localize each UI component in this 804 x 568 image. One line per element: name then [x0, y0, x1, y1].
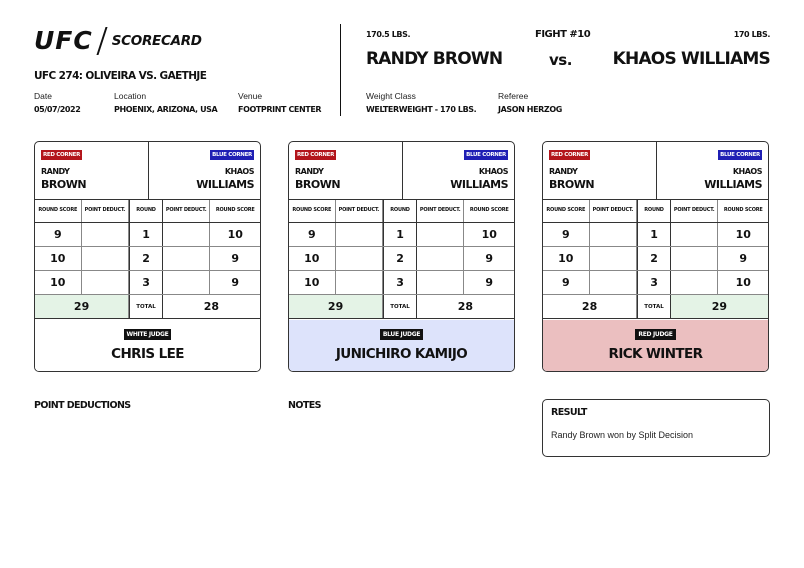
judge-name: RICK WINTER — [608, 346, 703, 362]
logo-divider — [96, 27, 107, 55]
red-round-score: 9 — [289, 223, 336, 246]
blue-corner-badge: BLUE CORNER — [720, 152, 760, 158]
red-round-score: 10 — [289, 271, 336, 294]
score-header-row — [289, 200, 514, 223]
red-point-deduction — [590, 271, 638, 294]
blue-point-deduction — [671, 271, 719, 294]
blue-point-deduction — [163, 271, 211, 294]
round-row — [289, 247, 514, 271]
red-total: 29 — [35, 295, 129, 318]
blue-point-deduction — [417, 223, 465, 246]
score-grid — [543, 200, 768, 319]
venue-block — [238, 91, 321, 114]
score-header-row — [35, 200, 260, 223]
red-total: 28 — [543, 295, 637, 318]
round-score-header: ROUND SCORE — [35, 200, 82, 222]
round-header: ROUND — [129, 200, 163, 222]
score-header-row — [543, 200, 768, 223]
blue-total: 28 — [417, 295, 514, 318]
scorecard-1 — [34, 141, 261, 372]
point-deductions-title: POINT DEDUCTIONS — [34, 400, 131, 411]
judge-name: JUNICHIRO KAMIJO — [335, 346, 468, 362]
card-header — [543, 142, 768, 200]
round-score-header: ROUND SCORE — [543, 200, 590, 222]
blue-round-score: 10 — [227, 228, 243, 241]
red-point-deduction — [590, 223, 638, 246]
versus-label: vs. — [549, 51, 572, 69]
red-point-deduction — [82, 247, 130, 270]
blue-round-score: 9 — [485, 276, 494, 289]
blue-point-deduction — [163, 223, 211, 246]
score-grid — [35, 200, 260, 319]
blue-corner-badge: BLUE CORNER — [212, 152, 252, 158]
round-header: ROUND — [637, 200, 671, 222]
judge-badge: BLUE JUDGE — [380, 329, 423, 340]
judge-badge: WHITE JUDGE — [124, 329, 172, 340]
blue-point-deduction — [417, 247, 465, 270]
venue-label: Venue — [238, 91, 263, 101]
scorecard-3 — [542, 141, 769, 372]
red-first-name: RANDY — [295, 167, 324, 176]
judge-panel — [289, 320, 514, 371]
red-fighter-name: RANDY BROWN — [366, 49, 503, 69]
blue-last-name: WILLIAMS — [196, 178, 254, 191]
point-deduct-header: POINT DEDUCT. — [590, 200, 638, 222]
judge-name: CHRIS LEE — [111, 346, 184, 362]
judge-badge: RED JUDGE — [635, 329, 675, 340]
fight-number: FIGHT #10 — [535, 29, 591, 40]
blue-point-deduction — [671, 247, 719, 270]
score-grid — [289, 200, 514, 319]
round-row — [289, 271, 514, 295]
red-first-name: RANDY — [549, 167, 578, 176]
judge-panel — [35, 320, 260, 371]
scorecard-title: SCORECARD — [111, 32, 202, 49]
location-block — [114, 91, 217, 114]
red-round-score: 10 — [35, 271, 82, 294]
ufc-logo — [34, 26, 202, 55]
red-corner-badge: RED CORNER — [297, 152, 335, 158]
result-box — [542, 399, 770, 457]
total-label: TOTAL — [637, 295, 671, 318]
blue-round-score: 9 — [739, 252, 748, 265]
venue-value: FOOTPRINT CENTER — [238, 105, 322, 114]
red-last-name: BROWN — [295, 178, 341, 191]
card-header — [35, 142, 260, 200]
blue-round-score: 10 — [735, 228, 751, 241]
header-divider — [340, 24, 341, 116]
blue-round-score: 9 — [485, 252, 494, 265]
round-number: 2 — [383, 247, 417, 270]
round-number: 2 — [129, 247, 163, 270]
red-fighter-weight: 170.5 LBS. — [366, 30, 411, 39]
point-deduct-header: POINT DEDUCT. — [82, 200, 130, 222]
blue-corner-badge: BLUE CORNER — [466, 152, 506, 158]
round-number: 2 — [637, 247, 671, 270]
red-corner-badge: RED CORNER — [43, 152, 81, 158]
blue-round-score: 9 — [231, 252, 240, 265]
round-number: 1 — [637, 223, 671, 246]
red-round-score: 10 — [543, 247, 590, 270]
location-label: Location — [114, 91, 147, 101]
round-number: 3 — [383, 271, 417, 294]
header-split — [148, 142, 149, 200]
red-corner-fighter — [549, 167, 594, 191]
blue-first-name: KHAOS — [732, 167, 762, 176]
red-total: 29 — [289, 295, 383, 318]
round-row — [289, 223, 514, 247]
red-corner-fighter — [41, 167, 86, 191]
red-round-score: 10 — [289, 247, 336, 270]
blue-total: 29 — [671, 295, 768, 318]
weight-class-value: WELTERWEIGHT - 170 LBS. — [366, 105, 477, 114]
judge-panel — [543, 320, 768, 371]
total-label: TOTAL — [383, 295, 417, 318]
red-round-score: 9 — [35, 223, 82, 246]
blue-round-score: 9 — [231, 276, 240, 289]
round-score-header: ROUND SCORE — [215, 207, 255, 214]
round-header: ROUND — [383, 200, 417, 222]
blue-total: 28 — [163, 295, 260, 318]
blue-round-score: 10 — [481, 228, 497, 241]
result-text: Randy Brown won by Split Decision — [551, 430, 694, 440]
round-number: 1 — [383, 223, 417, 246]
point-deduct-header: POINT DEDUCT. — [336, 200, 384, 222]
blue-corner-fighter — [196, 167, 254, 191]
blue-point-deduction — [417, 271, 465, 294]
red-last-name: BROWN — [41, 178, 87, 191]
red-corner-fighter — [295, 167, 340, 191]
red-round-score: 10 — [35, 247, 82, 270]
card-header — [289, 142, 514, 200]
red-round-score: 9 — [543, 223, 590, 246]
round-number: 3 — [637, 271, 671, 294]
red-point-deduction — [82, 223, 130, 246]
blue-first-name: KHAOS — [478, 167, 508, 176]
total-row — [289, 295, 514, 319]
location-value: PHOENIX, ARIZONA, USA — [114, 105, 218, 114]
round-row — [35, 223, 260, 247]
blue-corner-fighter — [450, 167, 508, 191]
red-corner-badge: RED CORNER — [551, 152, 589, 158]
blue-last-name: WILLIAMS — [450, 178, 508, 191]
blue-fighter-name: KHAOS WILLIAMS — [612, 49, 770, 69]
blue-first-name: KHAOS — [224, 167, 254, 176]
total-label: TOTAL — [129, 295, 163, 318]
round-row — [543, 271, 768, 295]
date-value: 05/07/2022 — [34, 105, 81, 114]
round-row — [35, 247, 260, 271]
round-score-header: ROUND SCORE — [723, 207, 763, 214]
referee-value: JASON HERZOG — [498, 105, 562, 114]
notes-title: NOTES — [288, 400, 321, 411]
round-score-header: ROUND SCORE — [289, 200, 336, 222]
blue-last-name: WILLIAMS — [704, 178, 762, 191]
red-first-name: RANDY — [41, 167, 70, 176]
round-row — [543, 223, 768, 247]
red-point-deduction — [82, 271, 130, 294]
point-deduct-header: POINT DEDUCT. — [417, 200, 465, 222]
weight-class-block — [366, 91, 476, 114]
total-row — [35, 295, 260, 319]
ufc-logo-mark: UFC — [34, 26, 93, 55]
blue-corner-fighter — [704, 167, 762, 191]
scorecard-2 — [288, 141, 515, 372]
red-last-name: BROWN — [549, 178, 595, 191]
blue-fighter-weight: 170 LBS. — [733, 30, 770, 39]
referee-label: Referee — [498, 91, 529, 101]
red-point-deduction — [336, 223, 384, 246]
point-deduct-header: POINT DEDUCT. — [671, 200, 719, 222]
red-round-score: 9 — [543, 271, 590, 294]
round-number: 3 — [129, 271, 163, 294]
date-label: Date — [34, 91, 52, 101]
point-deduct-header: POINT DEDUCT. — [163, 200, 211, 222]
header-split — [656, 142, 657, 200]
round-row — [543, 247, 768, 271]
header-split — [402, 142, 403, 200]
referee-block — [498, 91, 562, 114]
blue-point-deduction — [671, 223, 719, 246]
round-number: 1 — [129, 223, 163, 246]
blue-round-score: 10 — [735, 276, 751, 289]
event-name: UFC 274: OLIVEIRA VS. GAETHJE — [34, 70, 207, 82]
round-score-header: ROUND SCORE — [469, 207, 509, 214]
result-title: RESULT — [551, 407, 587, 418]
blue-point-deduction — [163, 247, 211, 270]
red-point-deduction — [590, 247, 638, 270]
round-row — [35, 271, 260, 295]
total-row — [543, 295, 768, 319]
red-point-deduction — [336, 271, 384, 294]
weight-class-label: Weight Class — [366, 91, 416, 101]
red-point-deduction — [336, 247, 384, 270]
date-block — [34, 91, 80, 114]
